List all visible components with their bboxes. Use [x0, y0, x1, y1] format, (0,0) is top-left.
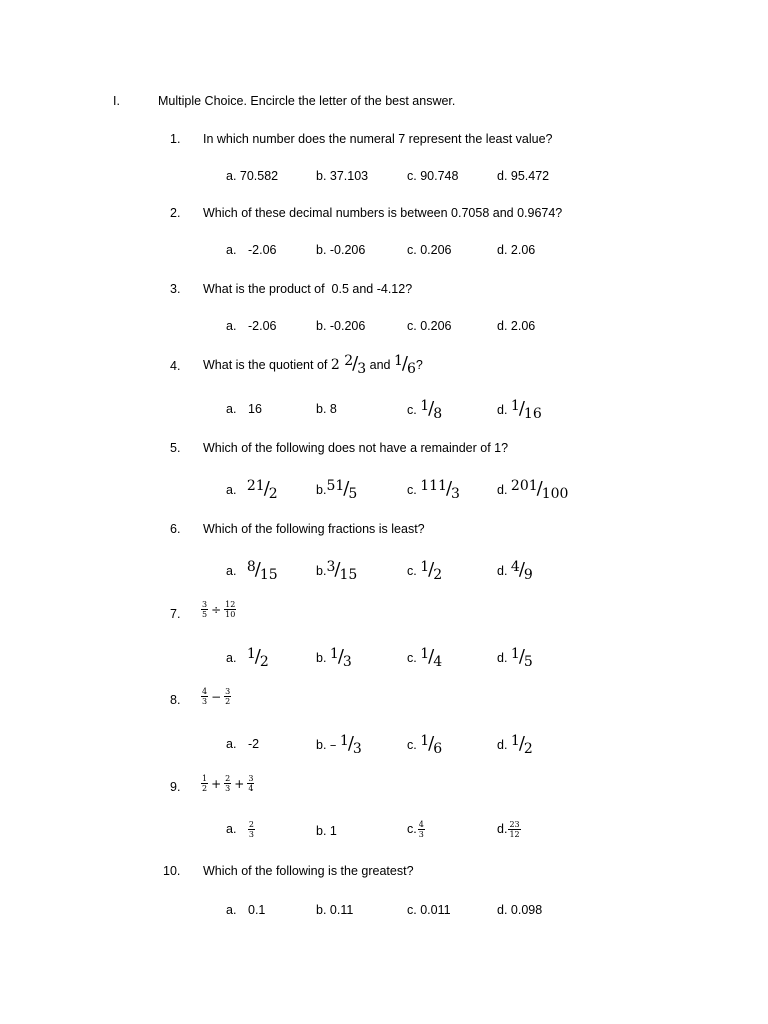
numerator: 1	[420, 398, 430, 414]
choice-c[interactable]: c. 0.206	[407, 319, 452, 333]
numerator: 3	[202, 600, 208, 609]
choice-b[interactable]: b. 37.103	[316, 169, 369, 183]
choice-a-letter[interactable]: a.	[226, 319, 237, 333]
denominator: 3	[352, 741, 362, 757]
numerator: 1	[339, 733, 349, 749]
fraction	[247, 774, 254, 793]
fraction	[201, 774, 208, 793]
numerator: 1	[420, 733, 430, 749]
fraction	[224, 774, 231, 793]
choice-d[interactable]: d. 2.06	[497, 243, 536, 257]
denominator: 5	[523, 654, 533, 670]
choice-a-letter[interactable]: a.	[226, 402, 237, 416]
question-text: Which of these decimal numbers is between 0.7058 and 0.9674?	[203, 206, 563, 220]
denominator: 3	[202, 697, 208, 706]
choice-b[interactable]: b.3/15	[316, 559, 358, 583]
choice-letter: d.	[497, 403, 508, 417]
plus-operator: +	[211, 776, 222, 791]
choice-letter: d.	[497, 483, 508, 497]
numerator: 4	[510, 559, 520, 575]
denominator: 3	[225, 784, 231, 793]
choice-d[interactable]: d. 4/9	[497, 559, 533, 583]
denominator: 2	[268, 486, 278, 502]
question-number: 1.	[170, 132, 181, 146]
denominator: 9	[523, 567, 533, 583]
section-instruction: Multiple Choice. Encircle the letter of the best answer.	[158, 94, 456, 108]
choice-d[interactable]: d. 95.472	[497, 169, 550, 183]
question-number: 7.	[170, 607, 181, 621]
question-mark: ?	[415, 358, 423, 372]
question-number: 9.	[170, 780, 181, 794]
question-number: 6.	[170, 522, 181, 536]
choice-letter: c.	[407, 651, 417, 665]
question-text-part: What is the quotient of	[203, 358, 331, 372]
denominator: 8	[433, 406, 443, 422]
denominator: 10	[225, 610, 236, 619]
denominator: 5	[202, 610, 208, 619]
minus-sign: –	[329, 738, 337, 753]
choice-c[interactable]: c. 0.206	[407, 243, 452, 257]
choice-letter: c.	[407, 821, 417, 836]
choice-a-value[interactable]: -2.06	[248, 243, 277, 257]
math-expression	[200, 687, 232, 706]
choice-a-letter[interactable]: a.	[226, 737, 237, 751]
fraction: 1/6	[393, 353, 416, 377]
choice-a[interactable]: a. 8/15	[226, 559, 278, 583]
choice-letter: a.	[226, 483, 237, 497]
numerator: 2	[248, 820, 254, 829]
choice-a[interactable]	[226, 820, 256, 839]
choice-c[interactable]: c. 1/2	[407, 559, 443, 583]
numerator: 201	[510, 478, 538, 494]
choice-a[interactable]: a. 1/2	[226, 646, 269, 670]
choice-c[interactable]: c. 1/8	[407, 398, 443, 422]
denominator: 2	[259, 654, 269, 670]
choice-c[interactable]: c. 1/6	[407, 733, 443, 757]
fraction	[201, 600, 208, 619]
mixed-number: 2 2/3	[330, 353, 367, 377]
choice-letter: d.	[497, 738, 508, 752]
denominator: 2	[225, 697, 231, 706]
choice-b[interactable]: b. -0.206	[316, 243, 366, 257]
denominator: 3	[248, 830, 254, 839]
denominator: 2	[202, 784, 208, 793]
question-text: Which of the following fractions is least?	[203, 522, 425, 536]
math-expression	[200, 774, 255, 793]
fraction	[224, 687, 231, 706]
minus-operator: −	[211, 689, 222, 704]
numerator: 3	[326, 559, 336, 575]
choice-letter: b.	[316, 651, 327, 665]
choice-d[interactable]: d. 1/2	[497, 733, 533, 757]
plus-operator: +	[234, 776, 245, 791]
divide-operator: ÷	[211, 602, 222, 617]
denominator: 3	[342, 654, 352, 670]
question-text: What is the product of 0.5 and -4.12?	[203, 282, 413, 296]
choice-b[interactable]: b. 0.11	[316, 903, 354, 917]
numerator: 1	[202, 774, 208, 783]
question-text: Which of the following does not have a remainder of 1?	[203, 441, 509, 455]
choice-a-value[interactable]: -2	[248, 737, 260, 751]
choice-letter: d.	[497, 564, 508, 578]
choice-d[interactable]: d. 201/100	[497, 478, 569, 502]
choice-c[interactable]: c. 1/4	[407, 646, 443, 670]
choice-b[interactable]: b. 8	[316, 402, 337, 416]
denominator: 6	[406, 361, 416, 377]
numerator: 1	[420, 559, 430, 575]
denominator: 15	[259, 567, 278, 583]
math-expression	[200, 600, 237, 619]
question-text-part: and	[366, 358, 394, 372]
question-number: 2.	[170, 206, 181, 220]
whole: 2	[330, 357, 340, 373]
question-number: 10.	[163, 864, 181, 878]
choice-letter: c.	[407, 564, 417, 578]
denominator: 4	[433, 654, 443, 670]
choice-a-value[interactable]: -2.06	[248, 319, 277, 333]
choice-c[interactable]: c. 90.748	[407, 169, 459, 183]
choice-a-value[interactable]: 0.1	[248, 903, 266, 917]
choice-d[interactable]: d. 0.098	[497, 903, 543, 917]
numerator: 1	[510, 646, 520, 662]
numerator: 3	[248, 774, 254, 783]
numerator: 23	[509, 820, 520, 829]
question-number: 4.	[170, 359, 181, 373]
choice-a-letter[interactable]: a.	[226, 243, 237, 257]
numerator: 1	[329, 646, 339, 662]
choice-b[interactable]: b. -0.206	[316, 319, 366, 333]
denominator: 5	[348, 486, 358, 502]
denominator: 3	[357, 361, 367, 377]
denominator: 6	[433, 741, 443, 757]
numerator: 2	[344, 353, 354, 369]
numerator: 1	[420, 646, 430, 662]
choice-letter: a.	[226, 651, 237, 665]
numerator: 51	[326, 478, 345, 494]
choice-a-letter[interactable]: a.	[226, 903, 237, 917]
choice-a[interactable]: a. 21/2	[226, 478, 278, 502]
section-number: I.	[113, 94, 120, 108]
question-text: In which number does the numeral 7 represent the least value?	[203, 132, 553, 146]
numerator: 3	[225, 687, 231, 696]
choice-letter: b.	[316, 483, 327, 497]
choice-b[interactable]: b.51/5	[316, 478, 358, 502]
denominator: 4	[248, 784, 254, 793]
numerator: 1	[393, 353, 403, 369]
choice-c[interactable]: c. 0.011	[407, 903, 451, 917]
numerator: 4	[418, 820, 424, 829]
choice-letter: d.	[497, 651, 508, 665]
numerator: 12	[225, 600, 236, 609]
choice-c[interactable]: c. 111/3	[407, 478, 460, 502]
question-number: 8.	[170, 693, 181, 707]
denominator: 12	[509, 830, 520, 839]
choice-letter: b.	[316, 738, 327, 752]
choice-a-value[interactable]: 16	[248, 402, 262, 416]
numerator: 1	[510, 733, 520, 749]
choice-b[interactable]: b. 1	[316, 824, 337, 838]
choice-letter: a.	[226, 564, 237, 578]
denominator: 100	[541, 486, 569, 502]
numerator: 21	[246, 478, 265, 494]
choice-letter: c.	[407, 483, 417, 497]
choice-letter: b.	[316, 564, 327, 578]
question-text	[203, 353, 423, 377]
denominator: 2	[523, 741, 533, 757]
fraction	[201, 687, 208, 706]
question-number: 3.	[170, 282, 181, 296]
question-text: Which of the following is the greatest?	[203, 864, 414, 878]
choice-d[interactable]: d. 1/16	[497, 398, 542, 422]
numerator: 1	[246, 646, 256, 662]
choice-letter: c.	[407, 738, 417, 752]
choice-d[interactable]: d. 2.06	[497, 319, 536, 333]
numerator: 8	[246, 559, 256, 575]
choice-letter: c.	[407, 403, 417, 417]
choice-a[interactable]: a. 70.582	[226, 169, 279, 183]
numerator: 111	[420, 478, 447, 494]
denominator: 2	[433, 567, 443, 583]
question-number: 5.	[170, 441, 181, 455]
denominator: 3	[418, 830, 424, 839]
choice-b[interactable]: b. – 1/3	[316, 733, 362, 757]
numerator: 4	[202, 687, 208, 696]
denominator: 16	[523, 406, 542, 422]
choice-d[interactable]	[497, 820, 522, 839]
choice-b[interactable]: b. 1/3	[316, 646, 352, 670]
choice-d[interactable]: d. 1/5	[497, 646, 533, 670]
choice-c[interactable]	[407, 820, 426, 839]
denominator: 15	[339, 567, 358, 583]
choice-letter: d.	[497, 821, 508, 836]
choice-letter: a.	[226, 821, 237, 836]
numerator: 2	[225, 774, 231, 783]
numerator: 1	[510, 398, 520, 414]
fraction	[224, 600, 236, 619]
denominator: 3	[451, 486, 460, 502]
